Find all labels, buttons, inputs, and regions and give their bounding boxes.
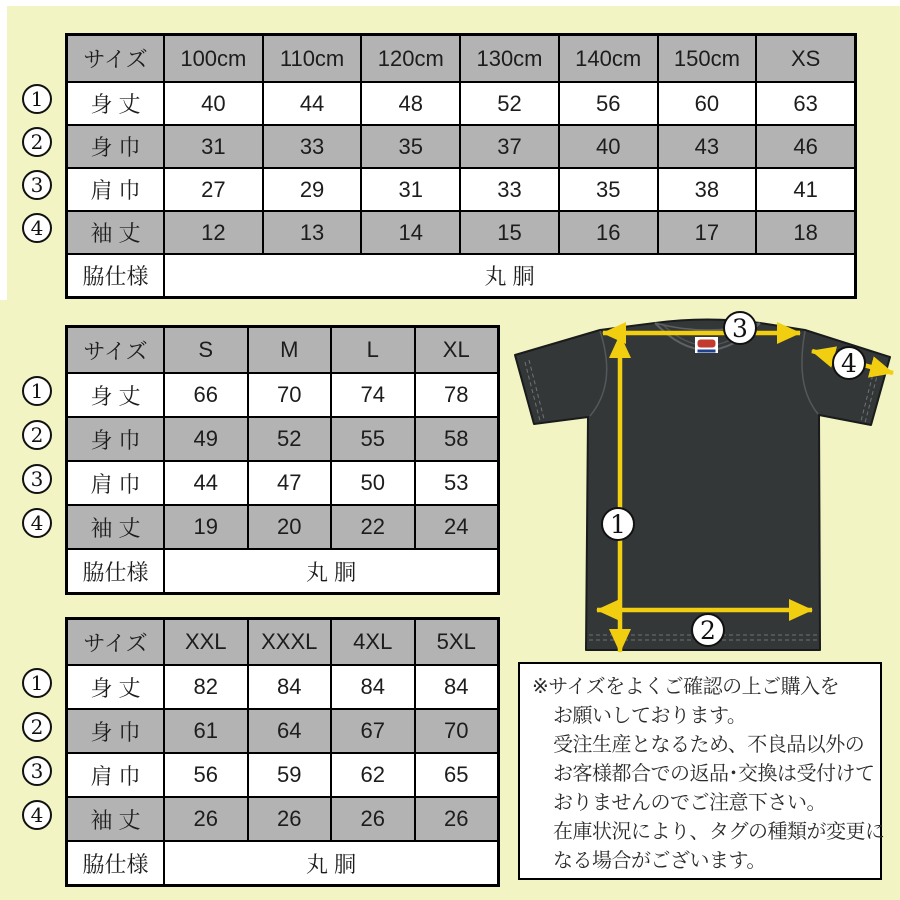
column-header-cell: 140cm [558, 36, 657, 81]
column-header-cell: 130cm [459, 36, 558, 81]
value-cell: 82 [163, 664, 247, 708]
value-cell: 65 [414, 752, 498, 796]
row-markers-big [22, 668, 52, 830]
column-header-cell: L [330, 328, 414, 372]
value-cell: 70 [247, 372, 331, 416]
marker-1: 1 [22, 376, 52, 406]
value-cell: 67 [330, 708, 414, 752]
value-cell: 48 [360, 81, 459, 124]
value-cell: 58 [414, 416, 498, 460]
value-cell: 84 [330, 664, 414, 708]
value-cell: 84 [247, 664, 331, 708]
value-cell: 19 [163, 504, 247, 548]
value-cell: 40 [163, 81, 262, 124]
value-cell: 31 [360, 167, 459, 210]
value-cell: 61 [163, 708, 247, 752]
value-cell: 49 [163, 416, 247, 460]
row-label-cell: 身 丈 [68, 81, 163, 124]
left-white-strip [0, 0, 7, 300]
value-cell: 35 [360, 124, 459, 167]
value-cell: 46 [755, 124, 854, 167]
row-label-cell: 肩 巾 [68, 460, 163, 504]
value-cell: 26 [330, 796, 414, 840]
row-label-cell: 肩 巾 [68, 752, 163, 796]
row-label-cell: 袖 丈 [68, 504, 163, 548]
note-line: 在庫状況により、タグの種類が変更に [553, 821, 885, 843]
column-header-cell: 110cm [262, 36, 361, 81]
row-label-cell: 身 巾 [68, 416, 163, 460]
svg-text:4: 4 [841, 349, 857, 378]
marker-4: 4 [22, 800, 52, 830]
note-line: おりませんのでご注意下さい。 [553, 792, 826, 814]
value-cell: 74 [330, 372, 414, 416]
value-cell: 44 [262, 81, 361, 124]
value-cell: 63 [755, 81, 854, 124]
value-cell: 59 [247, 752, 331, 796]
svg-text:2: 2 [700, 616, 716, 645]
value-cell: 56 [558, 81, 657, 124]
size-header-cell: サイズ [68, 328, 163, 372]
value-cell: 33 [459, 167, 558, 210]
size-table-big [65, 617, 500, 887]
row-label-cell: 袖 丈 [68, 210, 163, 253]
value-cell: 62 [330, 752, 414, 796]
tshirt-diagram [505, 305, 900, 660]
marker-2: 2 [22, 127, 52, 157]
column-header-cell: S [163, 328, 247, 372]
purchase-note-box [518, 662, 885, 880]
measure-marker-3 [724, 312, 756, 344]
size-header-cell: サイズ [68, 620, 163, 664]
column-header-cell: 120cm [360, 36, 459, 81]
value-cell: 16 [558, 210, 657, 253]
footer-value-cell: 丸 胴 [163, 253, 854, 296]
value-cell: 60 [657, 81, 756, 124]
value-cell: 50 [330, 460, 414, 504]
value-cell: 43 [657, 124, 756, 167]
value-cell: 78 [414, 372, 498, 416]
marker-4: 4 [22, 213, 52, 243]
value-cell: 18 [755, 210, 854, 253]
value-cell: 56 [163, 752, 247, 796]
value-cell: 13 [262, 210, 361, 253]
note-line: ※サイズをよくご確認の上ご購入を [532, 676, 840, 698]
row-label-cell: 肩 巾 [68, 167, 163, 210]
value-cell: 35 [558, 167, 657, 210]
note-line: 受注生産となるため、不良品以外の [553, 734, 865, 756]
marker-3: 3 [22, 170, 52, 200]
value-cell: 14 [360, 210, 459, 253]
value-cell: 22 [330, 504, 414, 548]
marker-4: 4 [22, 508, 52, 538]
row-markers-kids [22, 84, 52, 243]
value-cell: 38 [657, 167, 756, 210]
row-label-cell: 身 巾 [68, 124, 163, 167]
marker-1: 1 [22, 668, 52, 698]
value-cell: 29 [262, 167, 361, 210]
value-cell: 47 [247, 460, 331, 504]
column-header-cell: 100cm [163, 36, 262, 81]
brand-tag-icon [695, 337, 718, 353]
row-label-cell: 身 丈 [68, 664, 163, 708]
value-cell: 55 [330, 416, 414, 460]
value-cell: 26 [163, 796, 247, 840]
marker-1: 1 [22, 84, 52, 114]
value-cell: 40 [558, 124, 657, 167]
value-cell: 64 [247, 708, 331, 752]
svg-text:3: 3 [732, 314, 748, 343]
note-line: お客様都合での返品･交換は受付けて [553, 763, 875, 785]
column-header-cell: XXXL [247, 620, 331, 664]
column-header-cell: XXL [163, 620, 247, 664]
value-cell: 27 [163, 167, 262, 210]
marker-3: 3 [22, 464, 52, 494]
column-header-cell: 150cm [657, 36, 756, 81]
row-markers-adult [22, 376, 52, 538]
value-cell: 53 [414, 460, 498, 504]
value-cell: 66 [163, 372, 247, 416]
marker-2: 2 [22, 420, 52, 450]
footer-value-cell: 丸 胴 [163, 840, 497, 884]
column-header-cell: XL [414, 328, 498, 372]
value-cell: 41 [755, 167, 854, 210]
footer-label-cell: 脇仕様 [68, 548, 163, 592]
marker-3: 3 [22, 756, 52, 786]
value-cell: 31 [163, 124, 262, 167]
top-white-strip [0, 0, 900, 6]
value-cell: 26 [414, 796, 498, 840]
note-line: なる場合がございます。 [553, 850, 766, 872]
row-label-cell: 身 丈 [68, 372, 163, 416]
value-cell: 12 [163, 210, 262, 253]
value-cell: 37 [459, 124, 558, 167]
measure-marker-2 [692, 614, 724, 646]
value-cell: 26 [247, 796, 331, 840]
value-cell: 17 [657, 210, 756, 253]
value-cell: 52 [247, 416, 331, 460]
value-cell: 52 [459, 81, 558, 124]
note-line: お願いしております。 [553, 705, 747, 727]
row-label-cell: 袖 丈 [68, 796, 163, 840]
measure-marker-4 [833, 347, 865, 379]
size-table-adult [65, 325, 500, 595]
value-cell: 20 [247, 504, 331, 548]
size-header-cell: サイズ [68, 36, 163, 81]
value-cell: 70 [414, 708, 498, 752]
column-header-cell: XS [755, 36, 854, 81]
footer-label-cell: 脇仕様 [68, 840, 163, 884]
svg-text:1: 1 [610, 510, 626, 539]
column-header-cell: 5XL [414, 620, 498, 664]
footer-label-cell: 脇仕様 [68, 253, 163, 296]
column-header-cell: 4XL [330, 620, 414, 664]
value-cell: 84 [414, 664, 498, 708]
value-cell: 24 [414, 504, 498, 548]
row-label-cell: 身 巾 [68, 708, 163, 752]
column-header-cell: M [247, 328, 331, 372]
footer-value-cell: 丸 胴 [163, 548, 497, 592]
marker-2: 2 [22, 712, 52, 742]
size-table-kids [65, 33, 857, 299]
value-cell: 44 [163, 460, 247, 504]
measure-marker-1 [602, 508, 634, 540]
value-cell: 33 [262, 124, 361, 167]
value-cell: 15 [459, 210, 558, 253]
